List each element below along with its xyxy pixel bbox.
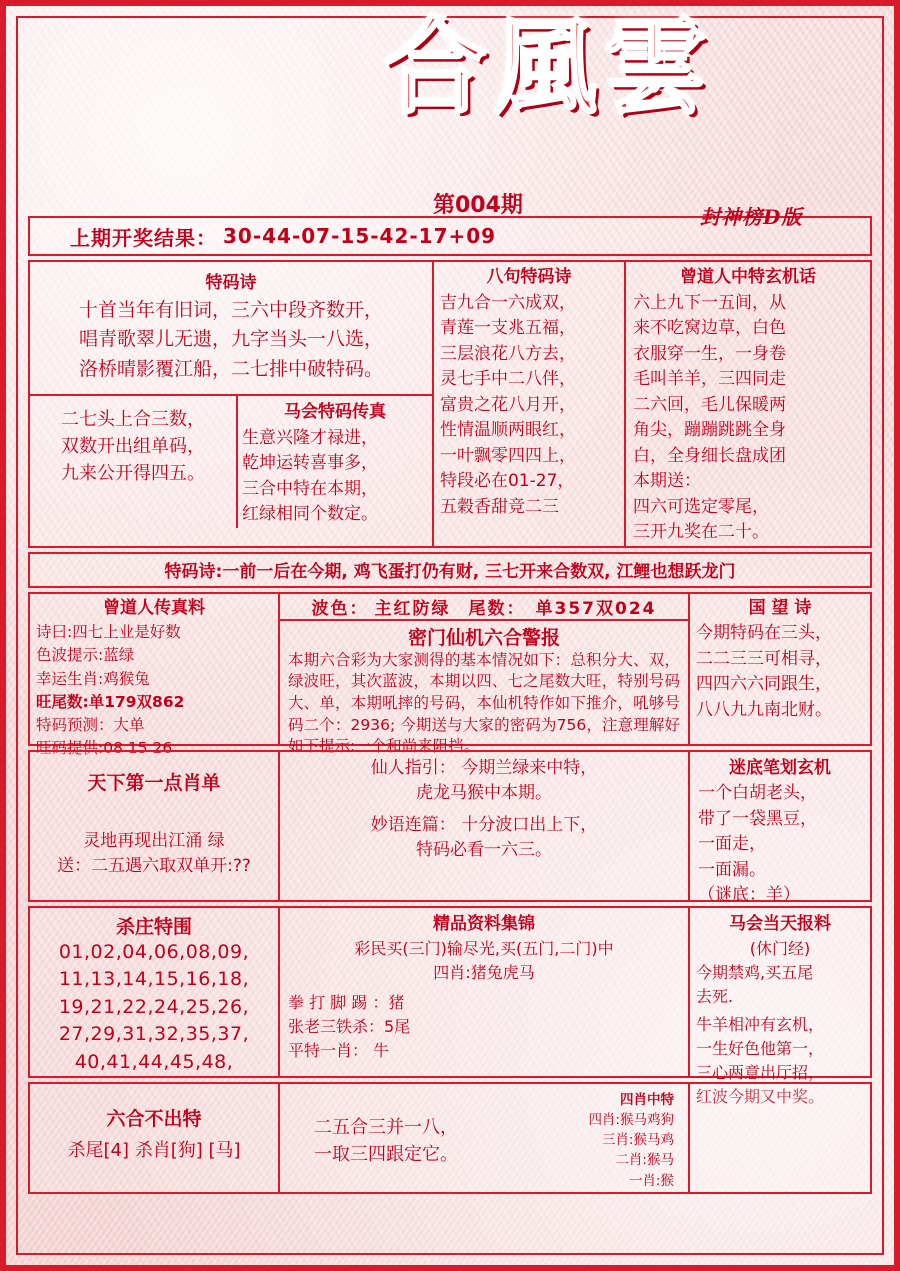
horse-fax-block: [238, 396, 432, 528]
band-fax: [28, 592, 872, 758]
wave-color-row: [280, 594, 688, 621]
liuhe-title: 六合不出特: [106, 1107, 202, 1130]
eight-verse-line-8: 特段必在01-27，: [440, 471, 575, 491]
jingpin-row-3: 平特一肖： 牛: [288, 1041, 390, 1060]
guowang-line-3: 四四六六同跟生，: [696, 674, 832, 694]
shazhuang-numbers-5: 40,41,44,45,48,: [74, 1050, 234, 1073]
poster-content: [6, 6, 894, 1208]
jingpin-line-1: 彩民买(三门)输尽光,买(五门,二门)中: [354, 939, 614, 958]
horse-today-line-4: 一生好色他第一，: [696, 1039, 825, 1058]
band-poems: [28, 260, 872, 548]
eight-verse-line-3: 三层浪花八方去，: [440, 343, 576, 364]
mimen-guide-label: 仙人指引：: [370, 757, 456, 778]
horse-fax-line-3: 三合中特在本期，: [242, 478, 378, 499]
horse-today-line-1: 今期禁鸡,买五尾: [696, 963, 814, 982]
mimen-block: [278, 592, 690, 756]
shazhuang-block: [28, 906, 278, 1078]
edition-label: 封神榜D版: [700, 205, 803, 229]
zengdaoren-xuanji-line-5: 二六回，毛儿保暖两: [633, 394, 786, 415]
midi-block: [690, 750, 872, 905]
fax-row-1: 诗曰:四七上业是好数: [36, 623, 181, 641]
zengdaoren-xuanji-line-9: 四六可选定零尾，: [633, 496, 769, 517]
zengdaoren-xuanji-line-10: 三开九奖在二十。: [633, 522, 769, 542]
issue-number: 第004期: [433, 193, 523, 218]
mimen-miaoyu-line-2: 特码必看一六三。: [416, 840, 552, 860]
fax-row-6: 旺码提供:08 15 26: [36, 739, 173, 758]
erwu-block: [288, 1090, 484, 1192]
special-poem-line-3: 洛桥晴影覆江船，二七排中破特码。: [78, 357, 383, 380]
eight-verse-block: [432, 260, 626, 548]
horse-fax-line-2: 乾坤运转喜事多，: [242, 453, 378, 473]
guowang-poem-title: 国 望 诗: [748, 597, 812, 618]
shazhuang-numbers-3: 19,21,22,24,25,26,: [58, 995, 250, 1018]
mimen-guide-row: [288, 756, 680, 782]
special-poem: [30, 262, 432, 394]
liuhe-block: [28, 1082, 278, 1194]
eight-verse-title: 八句特码诗: [486, 267, 572, 287]
horse-today-subtitle: (休门经): [749, 939, 811, 958]
zengdaoren-xuanji-line-1: 六上九下一五间，从: [633, 292, 786, 313]
sixiao-row-1: 四肖:猴马鸡狗: [588, 1111, 674, 1128]
poster-header: [28, 5, 872, 229]
poem-left-lower: [30, 394, 432, 528]
eight-verse-line-4: 灵七手中二八伴，: [440, 369, 576, 389]
jingpin-block: [278, 906, 690, 1078]
mimen-guide-line-1: 今期兰绿来中特，: [461, 757, 598, 778]
tianxia-line-1: 灵地再现出江涌 绿: [83, 830, 225, 851]
shazhuang-numbers-4: 27,29,31,32,35,37,: [58, 1023, 250, 1046]
left-bottom-line-2: 双数开出组单码，: [61, 436, 205, 457]
midi-line-2: 带了一袋黑豆，: [698, 808, 817, 829]
shazhuang-numbers-2: 11,13,14,15,16,18,: [58, 968, 250, 991]
sixiao-row-2: 三肖:猴马鸡: [601, 1132, 674, 1148]
tianxia-block: [28, 750, 278, 902]
fax-row-2: 色波提示:蓝绿: [36, 646, 135, 665]
strip-special-poem: 特码诗:一前一后在今期, 鸡飞蛋打仍有财, 三七开来合数双, 江鲤也想跃龙门: [28, 552, 872, 588]
horse-fax-line-4: 红绿相同个数定。: [242, 504, 378, 524]
horse-today-block: [690, 906, 872, 1106]
left-bottom-verse: [30, 396, 238, 528]
eight-verse-line-5: 富贵之花八月开，: [440, 394, 576, 415]
horse-fax-line-1: 生意兴隆才禄进，: [242, 427, 378, 448]
zengdaoren-fax-block: [28, 592, 278, 758]
tianxia-line-2: 送：二五遇六取双单开:??: [57, 856, 251, 876]
erwu-sixiao-block: [278, 1082, 690, 1194]
zengdaoren-xuanji-line-3: 衣服穿一生，一身卷: [633, 343, 786, 364]
zengdaoren-xuanji-line-6: 角尖，蹦蹦跳跳全身: [633, 420, 786, 440]
sixiao-row-3: 二肖:猴马: [615, 1152, 674, 1169]
horse-today-line-3: 牛羊相冲有玄机，: [696, 1015, 825, 1034]
erwu-line-2: 一取三四跟定它。: [314, 1143, 458, 1165]
eight-verse-line-9: 五穀香甜竞二三: [440, 496, 559, 517]
tail-number-value: 单357双024: [535, 598, 657, 619]
eight-verse-line-1: 吉九合一六成双，: [440, 292, 576, 313]
left-bottom-line-3: 九来公开得四五。: [61, 463, 205, 484]
mimen-miaoyu-row: [288, 813, 680, 839]
midi-line-5: （谜底：羊）: [698, 885, 800, 905]
eight-verse-line-6: 性情温顺两眼红，: [440, 420, 576, 440]
mimen-paragraph: 本期六合彩为大家测得的基本情况如下：总积分大、双，绿波旺，其次蓝波，本期以四、七之尾数大旺，特别号码大、单，本期吼摔的号码，本仙机特作如下推介，吼够号码二个：2936; 今期送与大家的密码为756，注意理解好如下提示:一个和尚来阻挡。: [288, 650, 680, 756]
shazhuang-title: 杀庄特围: [115, 915, 192, 938]
horse-fax-title: 马会特码传真: [284, 402, 386, 422]
zengdaoren-xuanji-line-4: 毛叫羊羊，三四同走: [633, 369, 786, 389]
left-bottom-line-1: 二七头上合三数，: [61, 409, 205, 430]
mimen-body: [280, 621, 688, 758]
wave-color-label: 波色：: [311, 598, 369, 619]
erwu-line-1: 二五合三并一八，: [314, 1116, 458, 1138]
jingpin-row-1: 拳 打 脚 踢 ：猪: [288, 993, 405, 1012]
band-bottom: [28, 1082, 872, 1194]
zengdaoren-xuanji-line-2: 来不吃窝边草，白色: [633, 318, 786, 338]
eight-verse-line-7: 一叶飘零四四上，: [440, 445, 576, 466]
last-draw-label: 上期开奖结果：: [70, 225, 217, 250]
horse-today-line-6: 红波今期又中奖。: [696, 1087, 825, 1106]
fax-row-5: 特码预测：大单: [36, 716, 145, 734]
eight-verse-line-2: 青莲一支兆五福，: [440, 318, 576, 338]
guowang-line-1: 今期特码在三头，: [696, 623, 832, 643]
sixiao-block: [484, 1090, 680, 1192]
wave-color-value: 主红防绿: [374, 598, 451, 619]
tail-number-label: 尾数：: [468, 598, 526, 619]
midi-line-4: 一面漏。: [698, 859, 766, 880]
last-draw-numbers: 30-44-07-15-42-17+09: [223, 224, 497, 248]
sixiao-title: 四肖中特: [620, 1091, 674, 1108]
band-tianxia: [28, 750, 872, 905]
special-poem-line-1: 十首当年有旧词，三六中段齐数开，: [78, 299, 383, 321]
shazhuang-numbers-1: 01,02,04,06,08,09,: [58, 940, 250, 963]
midi-line-1: 一个白胡老头，: [698, 783, 817, 803]
horse-today-line-2: 去死.: [696, 987, 734, 1006]
liuhe-line: 杀尾[4] 杀肖[狗] [马]: [67, 1139, 241, 1161]
guowang-poem-block: [690, 592, 872, 746]
mimen-miaoyu-label: 妙语连篇：: [370, 814, 456, 835]
mimen-title: 密门仙机六合警报: [407, 626, 560, 649]
zengdaoren-xuanji-title: 曾道人中特玄机话: [680, 267, 816, 287]
zengdaoren-xuanji-line-7: 白，全身细长盘成团: [633, 445, 786, 466]
zengdaoren-xuanji-line-8: 本期送：: [633, 471, 701, 491]
zengdaoren-fax-title: 曾道人传真料: [103, 597, 205, 618]
horse-today-title: 马会当天报料: [729, 913, 831, 934]
poem-left-block: [28, 260, 432, 548]
page-title: 合風雲: [383, 5, 714, 128]
midi-line-3: 一面走，: [698, 834, 766, 854]
horse-today-line-5: 三心两意出厅招，: [696, 1063, 825, 1082]
jingpin-line-2: 四肖:猪兔虎马: [433, 963, 535, 982]
fax-row-4: 旺尾数:单179双862: [36, 692, 185, 711]
jingpin-row-2: 张老三铁杀：5尾: [288, 1017, 411, 1036]
special-poem-line-2: 唱青歌翠儿无遗，九字当头一八选，: [78, 328, 383, 351]
zengdaoren-xuanji-block: [626, 260, 872, 548]
midi-title: 迷底笔划玄机: [729, 757, 831, 778]
fax-row-3: 幸运生肖:鸡猴兔: [36, 669, 150, 688]
special-poem-title: 特码诗: [205, 273, 257, 293]
guowang-line-2: 二二三三可相寻，: [696, 648, 832, 669]
mimen-guide-line-2: 虎龙马猴中本期。: [416, 783, 552, 803]
mimen-guide-block: [278, 750, 690, 902]
mimen-miaoyu-line-1: 十分波口出上下，: [461, 814, 598, 835]
tianxia-title: 天下第一点肖单: [87, 771, 221, 794]
jingpin-title: 精品资料集锦: [433, 913, 535, 934]
sixiao-row-4: 一肖:猴: [628, 1172, 674, 1189]
bottom-right-block: [690, 1082, 872, 1194]
guowang-line-4: 八八九九南北财。: [696, 699, 832, 720]
